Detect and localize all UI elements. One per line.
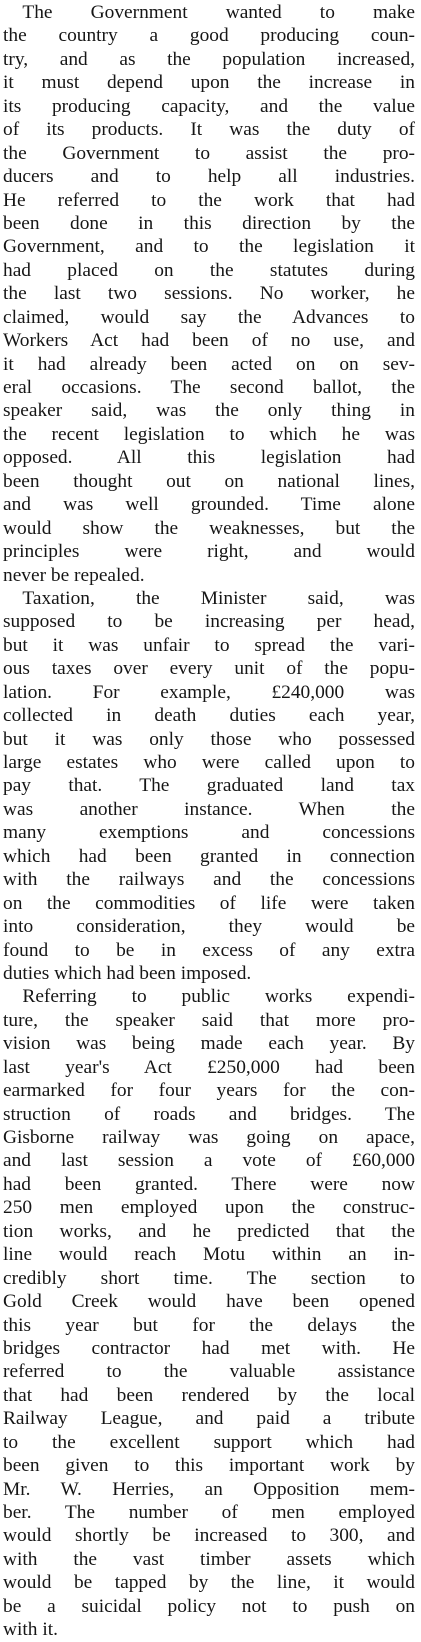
text-line: of its products. It was the duty of [3, 119, 415, 141]
paragraph-public-works [3, 985, 415, 1641]
text-line: earmarked for four years for the con- [3, 1080, 415, 1102]
text-line: eral occasions. The second ballot, the [3, 377, 415, 398]
text-line: but it was unfair to spread the vari- [3, 634, 415, 656]
text-line: many exemptions and concessions [3, 822, 415, 844]
text-line: would be tapped by the line, it would [3, 1572, 415, 1594]
text-line: pay that. The graduated land tax [3, 775, 415, 797]
text-line: never be repealed. [3, 564, 145, 586]
paragraph-taxation [3, 587, 415, 985]
text-line: referred to the valuable assistance [3, 1361, 415, 1383]
text-line: Taxation, the Minister said, was [22, 587, 415, 609]
text-line: to the excellent support which had [3, 1431, 415, 1453]
text-line: Gisborne railway was going on apace, [3, 1127, 415, 1148]
text-line: lation. For example, £240,000 was [3, 681, 415, 703]
text-line: claimed, would say the Advances to [3, 306, 415, 328]
text-line: Gold Creek would have been opened [3, 1291, 415, 1313]
text-line: struction of roads and bridges. The [3, 1103, 415, 1125]
text-line: found to be in excess of any extra [3, 939, 415, 961]
text-line: Mr. W. Herries, an Opposition mem- [3, 1478, 415, 1500]
text-line: been given to this important work by [3, 1455, 415, 1477]
text-line: would shortly be increased to 300, and [3, 1525, 415, 1547]
text-line: which had been granted in connection [3, 845, 415, 867]
text-line: ous taxes over every unit of the popu- [3, 658, 415, 680]
text-line: be a suicidal policy not to push on [3, 1595, 415, 1617]
text-line: principles were right, and would [3, 541, 415, 563]
text-line: been done in this direction by the [3, 212, 415, 234]
text-line: and last session a vote of £60,000 [3, 1150, 415, 1172]
text-line: Railway League, and paid a tribute [3, 1408, 415, 1430]
text-line: The Government wanted to make [22, 2, 415, 23]
text-line: vision was being made each year. By [3, 1033, 415, 1055]
text-line: with it. [3, 1619, 58, 1641]
text-line: He referred to the work that had [3, 189, 415, 211]
text-line: ducers and to help all industries. [3, 166, 415, 188]
text-line: its producing capacity, and the value [3, 95, 415, 117]
text-line: ber. The number of men employed [3, 1502, 415, 1523]
text-line: Workers Act had been of no use, and [3, 330, 415, 352]
paragraph-government [3, 1, 415, 587]
text-line: the last two sessions. No worker, he [3, 283, 415, 305]
text-line: had been granted. There were now [3, 1173, 415, 1195]
text-line: been thought out on national lines, [3, 470, 415, 492]
text-line: large estates who were called upon to [3, 752, 415, 773]
text-line: try, and as the population increased, [3, 48, 415, 70]
text-line: Referring to public works expendi- [22, 986, 415, 1008]
text-line: but it was only those who possessed [3, 728, 415, 750]
text-line: speaker said, was the only thing in [3, 400, 415, 422]
text-line: with the vast timber assets which [3, 1548, 415, 1570]
text-line: and was well grounded. Time alone [3, 494, 415, 516]
text-line: was another instance. When the [3, 798, 415, 820]
text-line: had placed on the statutes during [3, 259, 415, 281]
text-line: with the railways and the concessions [3, 869, 415, 891]
text-line: it must depend upon the increase in [3, 72, 415, 94]
text-line: on the commodities of life were taken [3, 892, 415, 914]
text-line: it had already been acted on on sev- [3, 353, 415, 375]
text-line: this year but for the delays the [3, 1314, 415, 1336]
text-line: duties which had been imposed. [3, 962, 252, 984]
text-line: 250 men employed upon the construc- [3, 1197, 415, 1219]
text-line: last year's Act £250,000 had been [3, 1056, 415, 1078]
text-line: Government, and to the legislation it [3, 236, 415, 258]
text-line: ture, the speaker said that more pro- [3, 1009, 415, 1031]
text-line: supposed to be increasing per head, [3, 611, 415, 633]
text-line: opposed. All this legislation had [3, 447, 415, 469]
text-line: the Government to assist the pro- [3, 142, 415, 164]
text-line: would show the weaknesses, but the [3, 517, 415, 539]
text-line: the country a good producing coun- [3, 25, 415, 47]
text-line: the recent legislation to which he was [3, 423, 415, 445]
text-line: into consideration, they would be [3, 916, 415, 938]
article-column [3, 1, 415, 1642]
text-line: collected in death duties each year, [3, 705, 415, 727]
text-line: line would reach Motu within an in- [3, 1244, 415, 1266]
text-line: tion works, and he predicted that the [3, 1220, 415, 1242]
text-line: bridges contractor had met with. He [3, 1337, 415, 1359]
text-line: credibly short time. The section to [3, 1267, 415, 1289]
text-line: that had been rendered by the local [3, 1384, 415, 1406]
